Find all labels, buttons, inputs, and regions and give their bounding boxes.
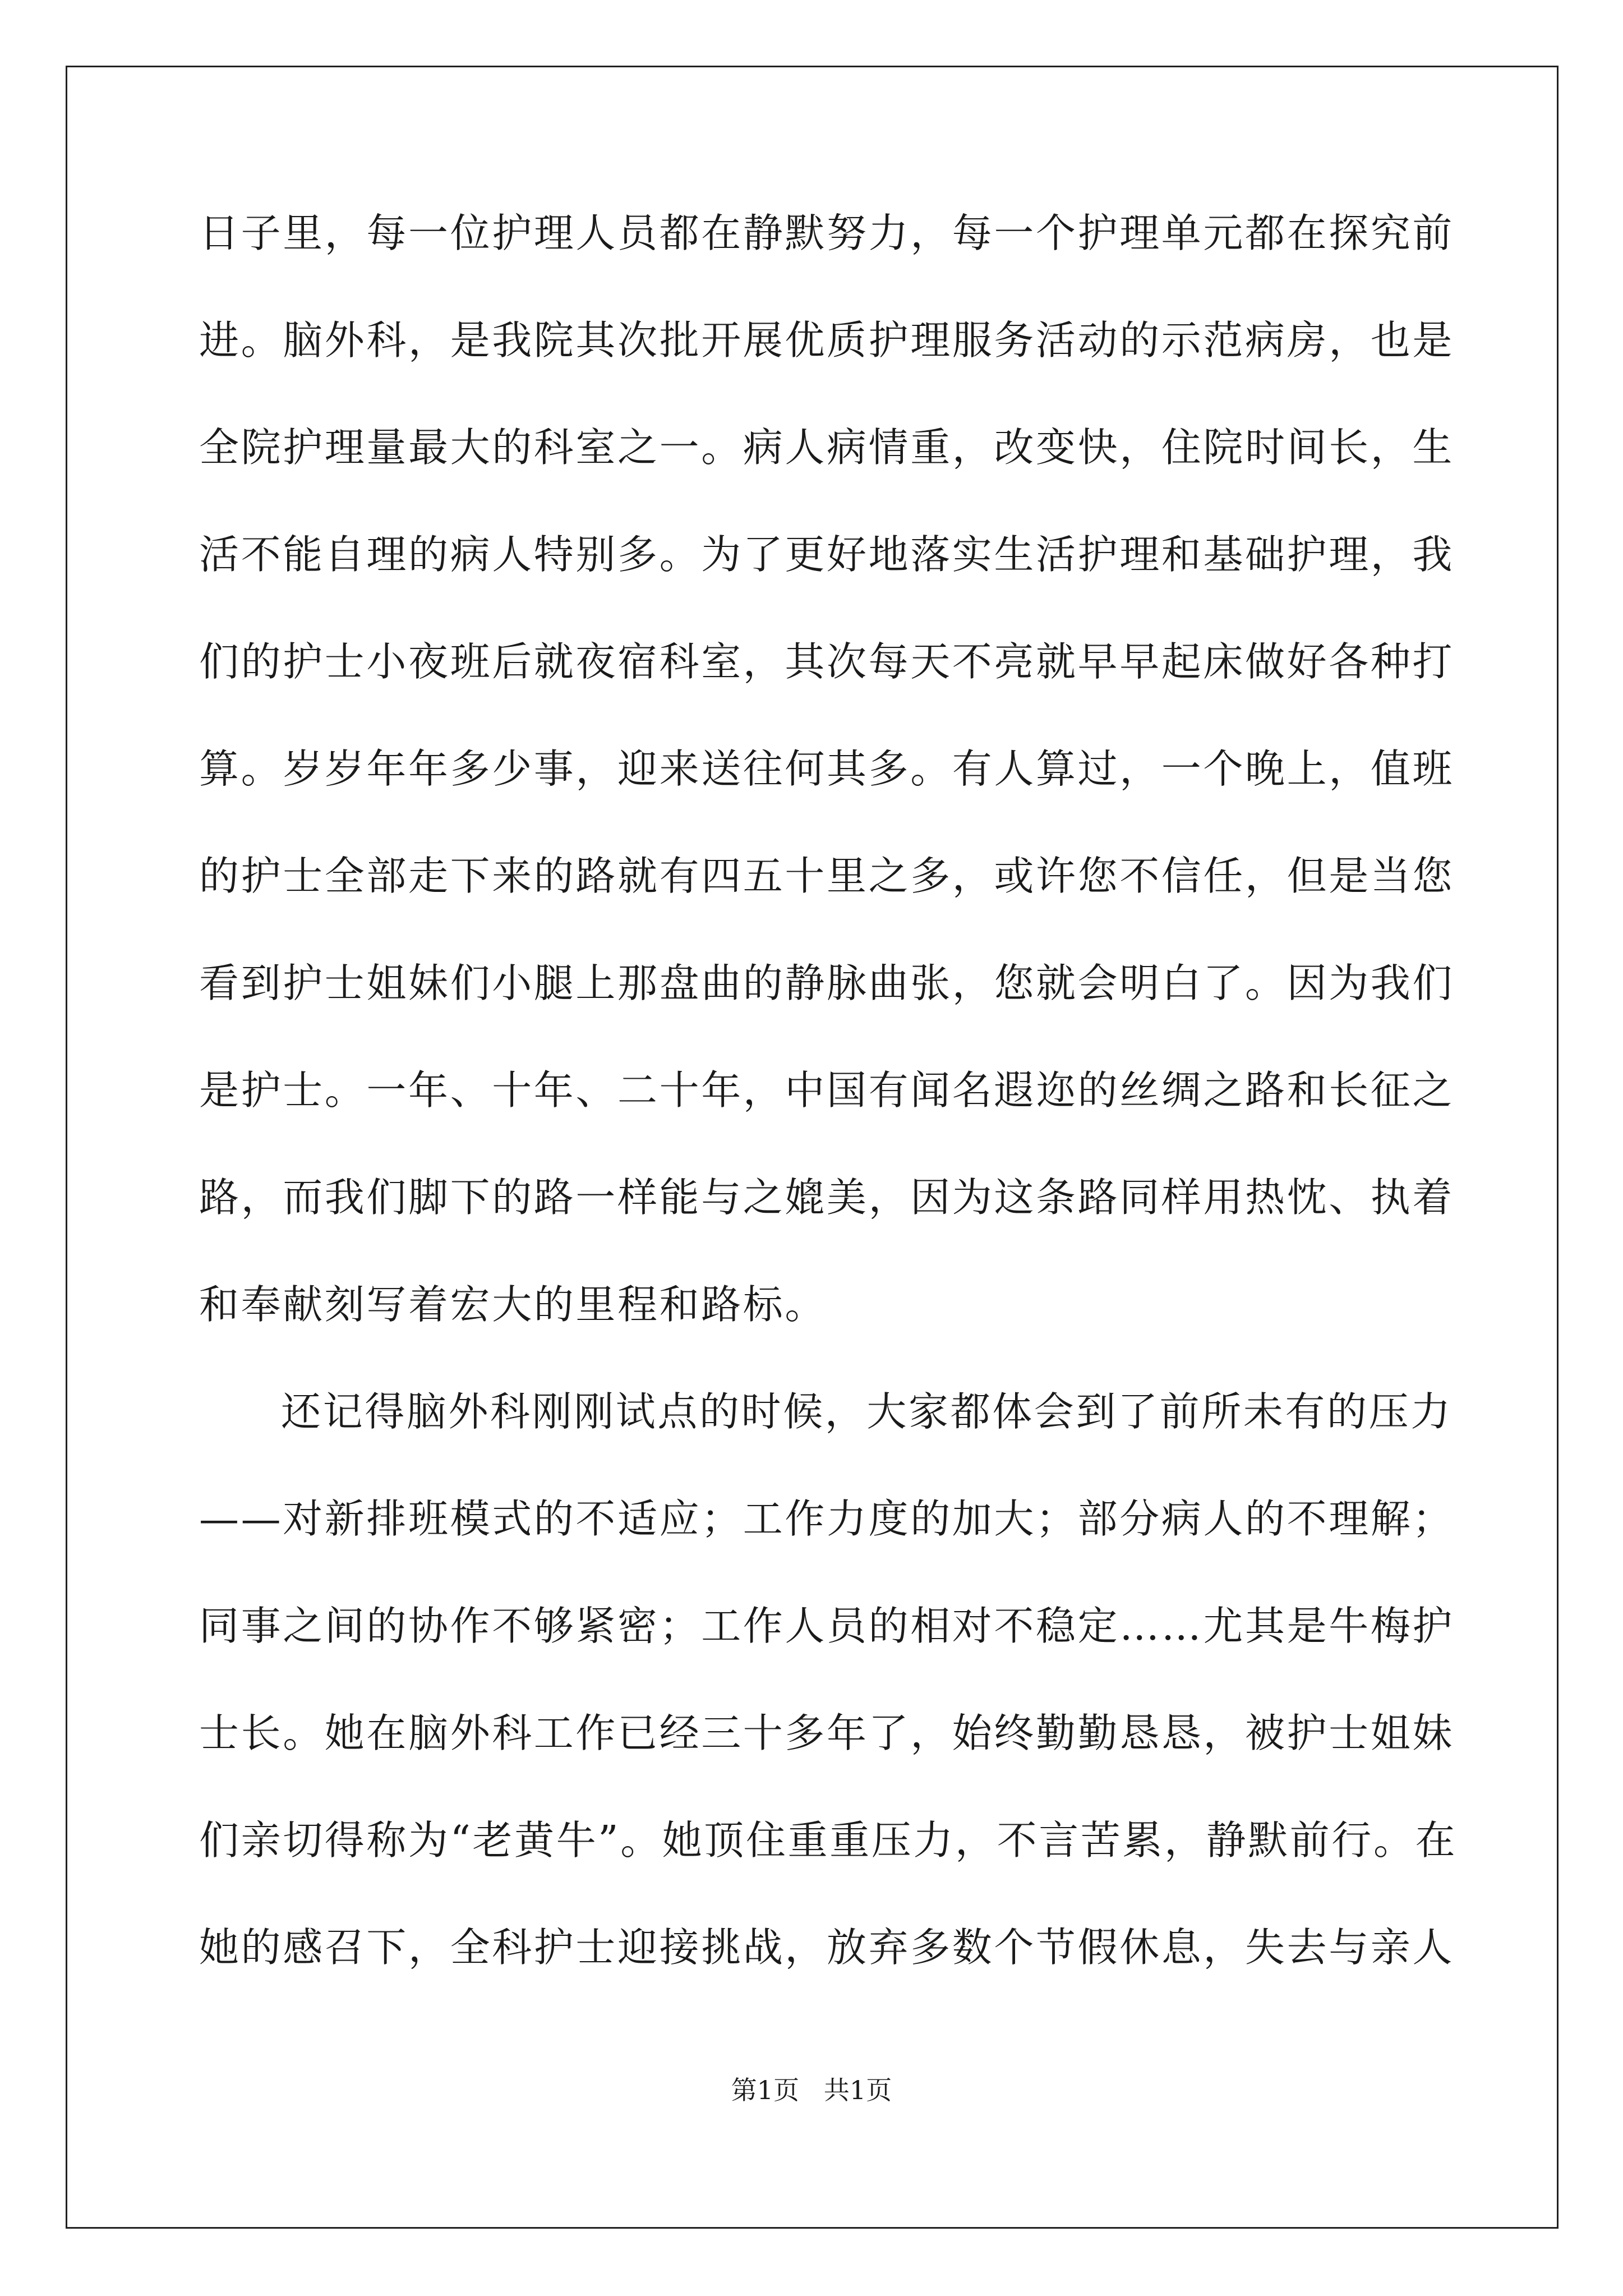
- document-body: [199, 210, 1458, 2035]
- text-line: 全院护理量最大的科室之一。病人病情重，改变快，住院时间长，生: [199, 424, 1455, 471]
- text-line: 看到护士姐妹们小腿上那盘曲的静脉曲张，您就会明白了。因为我们: [199, 960, 1455, 1006]
- text-line: 是护士。一年、十年、二十年，中国有闻名遐迩的丝绸之路和长征之: [199, 1067, 1455, 1114]
- text-line: 活不能自理的病人特别多。为了更好地落实生活护理和基础护理，我: [199, 531, 1455, 578]
- text-line: 们亲切得称为“老黄牛”。她顶住重重压力，不言苦累，静默前行。在: [199, 1817, 1458, 1864]
- page-footer: 第1页 共1页: [731, 2075, 892, 2105]
- text-line: 算。岁岁年年多少事，迎来送往何其多。有人算过，一个晚上，值班: [199, 746, 1455, 792]
- text-line: 进。脑外科，是我院其次批开展优质护理服务活动的示范病房，也是: [199, 317, 1455, 364]
- text-line: 她的感召下，全科护士迎接挑战，放弃多数个节假休息，失去与亲人: [199, 1924, 1455, 1971]
- text-line: 路，而我们脚下的路一样能与之媲美，因为这条路同样用热忱、执着: [199, 1174, 1455, 1221]
- text-line: 和奉献刻写着宏大的里程和路标。: [199, 1281, 827, 1328]
- text-line: ——对新排班模式的不适应；工作力度的加大；部分病人的不理解；: [199, 1496, 1455, 1542]
- paragraph-start-line: 还记得脑外科刚刚试点的时候，大家都体会到了前所未有的压力: [281, 1388, 1453, 1435]
- text-line: 日子里，每一位护理人员都在静默努力，每一个护理单元都在探究前: [199, 210, 1455, 256]
- text-line: 的护士全部走下来的路就有四五十里之多，或许您不信任，但是当您: [199, 853, 1455, 899]
- text-line: 士长。她在脑外科工作已经三十多年了，始终勤勤恳恳，被护士姐妹: [199, 1710, 1455, 1756]
- text-line: 们的护士小夜班后就夜宿科室，其次每天不亮就早早起床做好各种打: [199, 638, 1455, 685]
- text-line: 同事之间的协作不够紧密；工作人员的相对不稳定……尤其是牛梅护: [199, 1603, 1455, 1649]
